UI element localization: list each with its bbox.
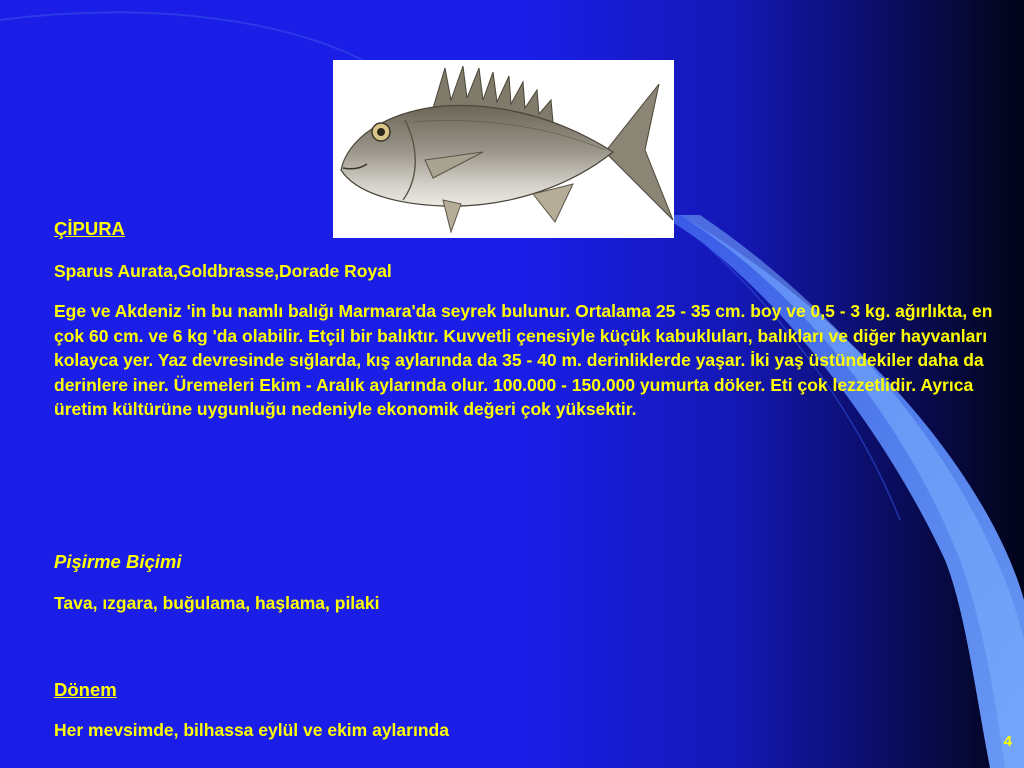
fish-title: ÇİPURA — [54, 218, 125, 239]
season-section-title: Dönem — [54, 679, 117, 700]
cooking-methods: Tava, ızgara, buğulama, haşlama, pilaki — [54, 593, 380, 613]
fish-image — [333, 60, 674, 238]
page-number: 4 — [1003, 733, 1012, 750]
description-paragraph: Ege ve Akdeniz 'in bu namlı balığı Marmara'da seyrek bulunur. Ortalama 25 - 35 cm. boy ve 0,5 - 3 kg. ağırlıkta, en çok 60 cm. ve 6 kg 'da olabilir. Etçil bir balıktır. Kuvvetli çenesiyle küçük kabukluları, balıkları ve diğer hayvanları kolayca yer. Yaz devresinde sığlarda, kış aylarında da 35 - 40 m. derinliklerde yaşar. İki yaş üstündekiler daha da derinlere iner. Üremeleri Ekim - Aralık aylarında olur. 100.000 - 150.000 yumurta döker. Eti çok lezzetlidir. Ayrıca üretim kültürüne uygunluğu nedeniyle ekonomik değeri çok yüksektir. — [54, 301, 993, 420]
cooking-section-title: Pişirme Biçimi — [54, 551, 182, 572]
sea-bream-fish-icon — [333, 60, 674, 238]
season-text: Her mevsimde, bilhassa eylül ve ekim aylarında — [54, 720, 449, 740]
scientific-names: Sparus Aurata,Goldbrasse,Dorade Royal — [54, 261, 392, 281]
